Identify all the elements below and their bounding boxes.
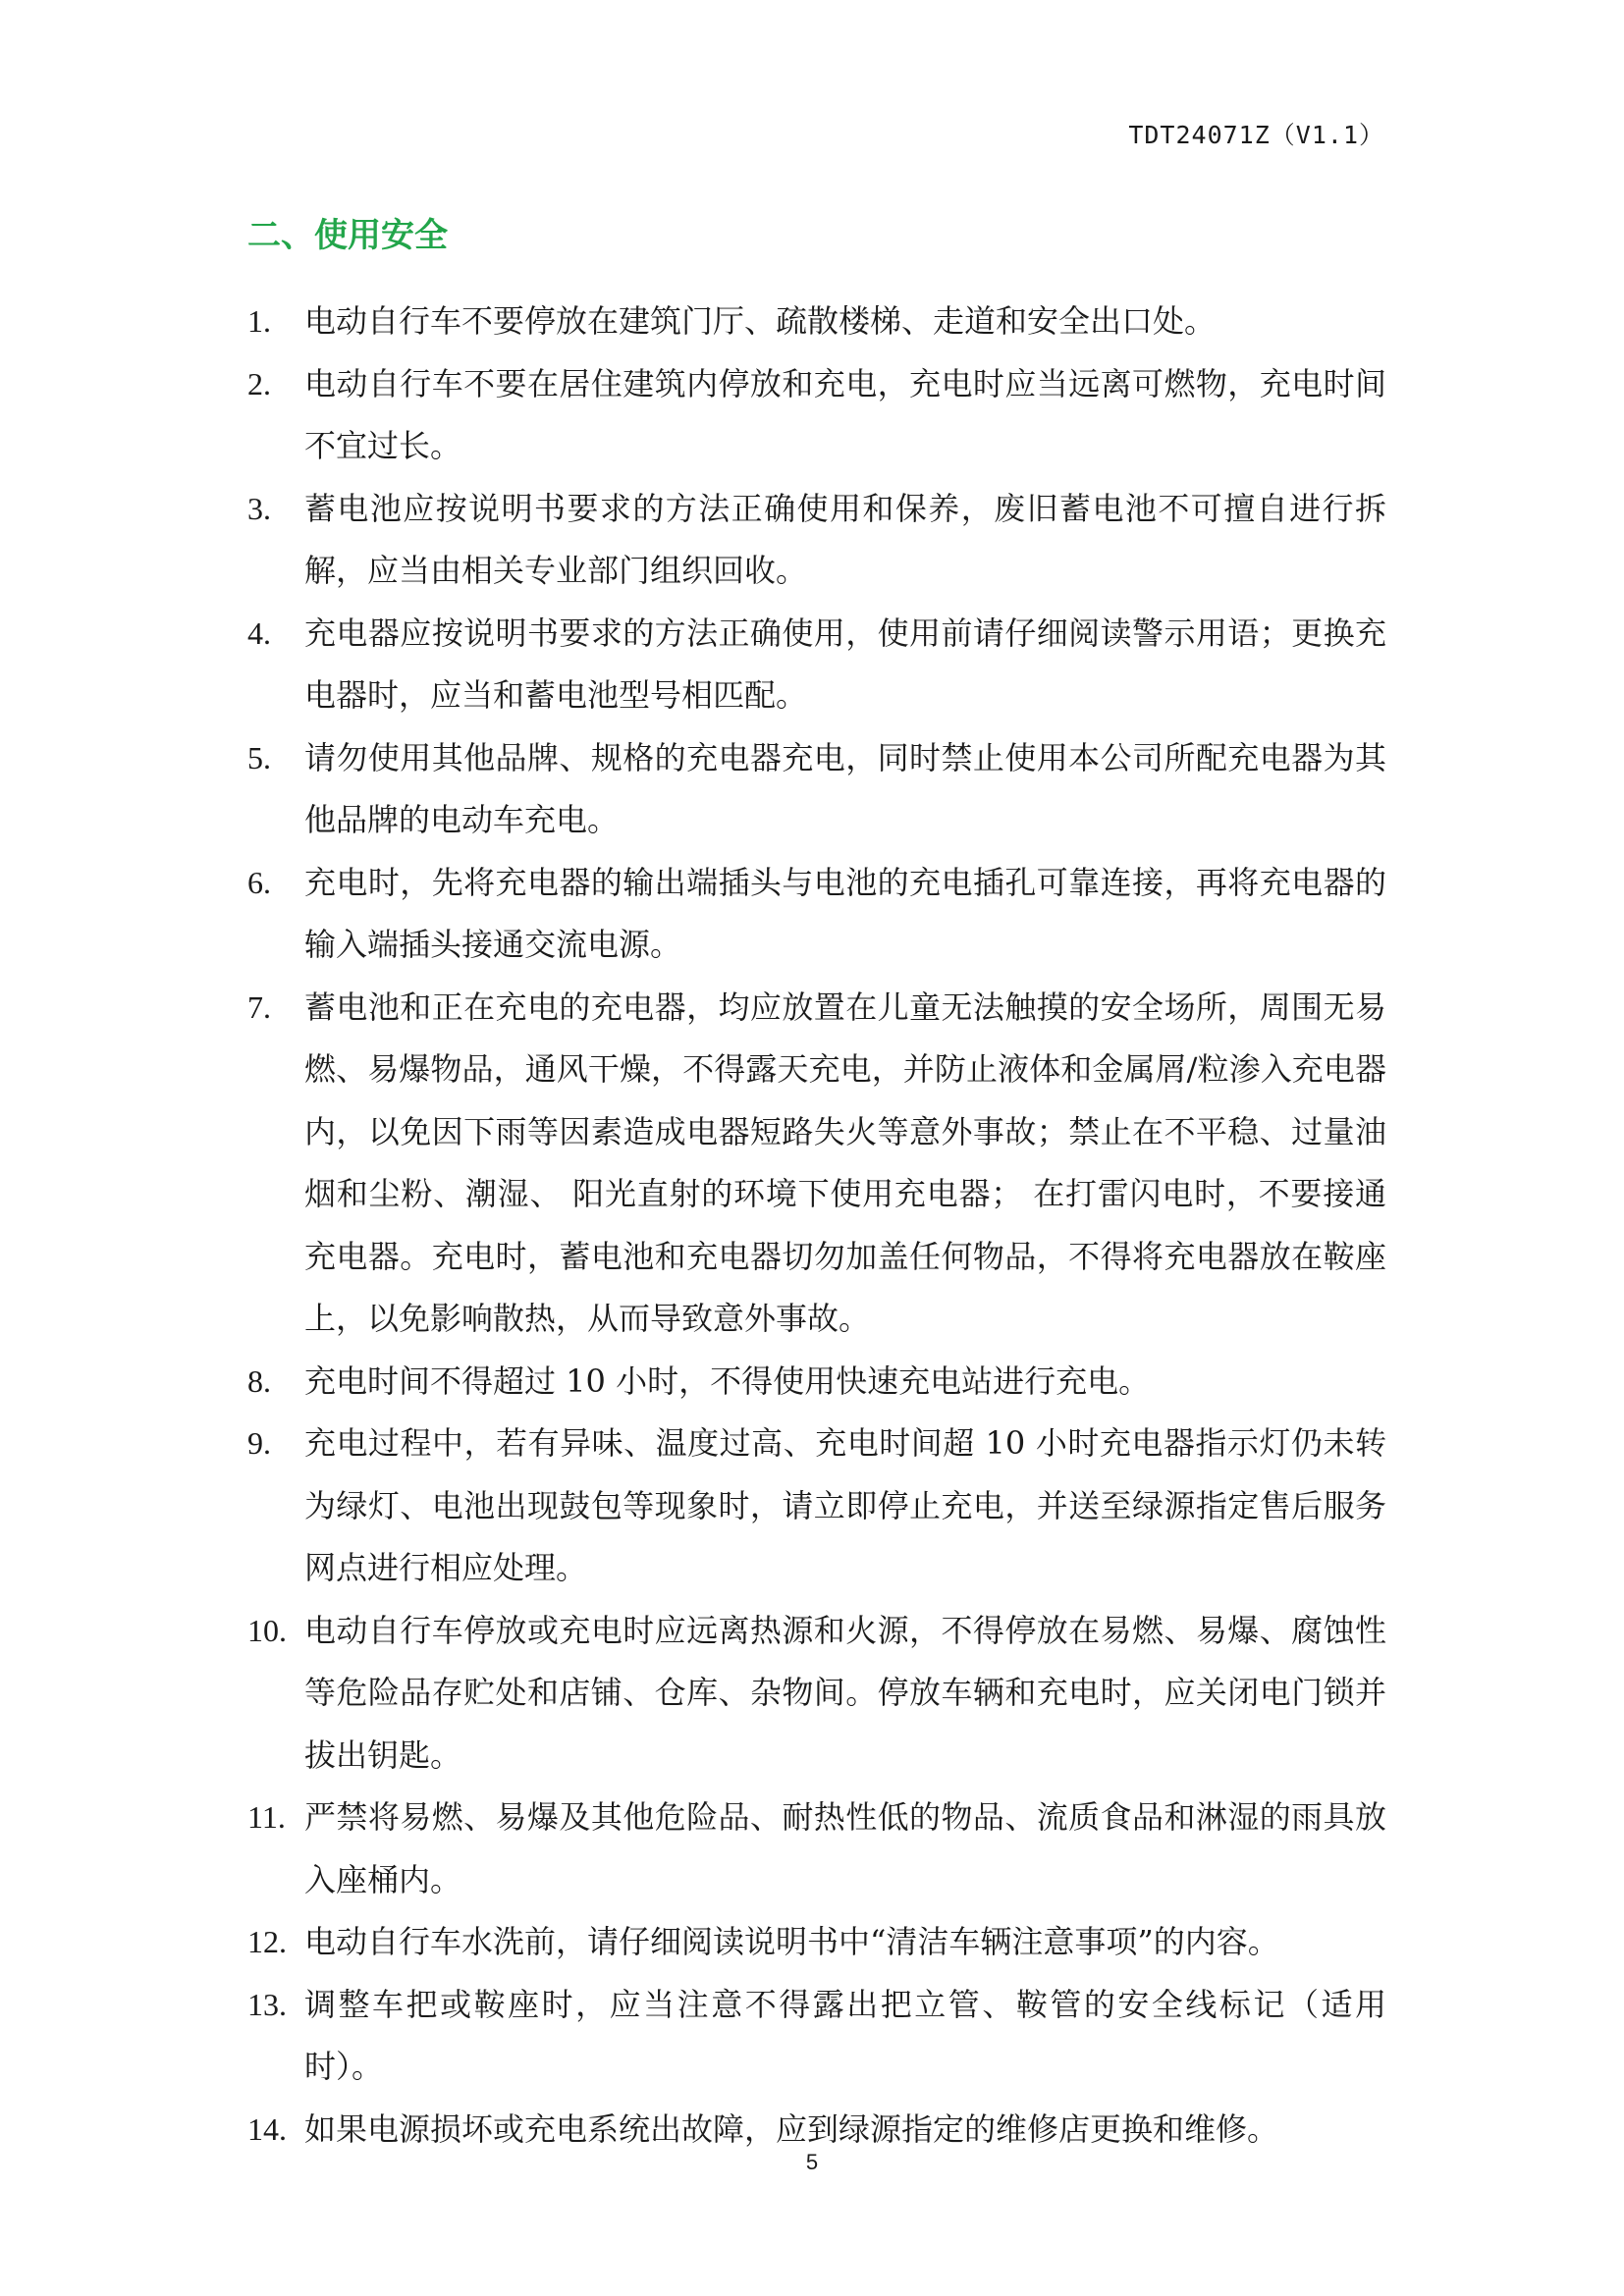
item-number: 14. bbox=[247, 2110, 287, 2147]
item-number: 3. bbox=[247, 490, 271, 526]
item-text: 蓄电池和正在充电的充电器，均应放置在儿童无法触摸的安全场所，周围无易燃、易爆物品，通风干燥，不得露天充电，并防止液体和金属屑/粒渗入充电器内，以免因下雨等因素造成电器短路失火等意外事故；禁止在不平稳、过量油烟和尘粉、潮湿、 阳光直射的环境下使用充电器； 在打雷闪电时，不要接通充电器。充电时，蓄电池和充电器切勿加盖任何物品，不得将充电器放在鞍座上，以免影响散热，从而导致意外事故。 bbox=[304, 988, 1386, 1337]
item-number: 4. bbox=[247, 614, 271, 651]
item-text: 电动自行车停放或充电时应远离热源和火源，不得停放在易燃、易爆、腐蚀性等危险品存贮处和店铺、仓库、杂物间。停放车辆和充电时，应关闭电门锁并拔出钥匙。 bbox=[304, 1611, 1386, 1774]
item-text: 充电器应按说明书要求的方法正确使用，使用前请仔细阅读警示用语；更换充电器时，应当和蓄电池型号相匹配。 bbox=[304, 614, 1386, 714]
list-item bbox=[247, 1974, 1386, 2099]
item-text: 充电时，先将充电器的输出端插头与电池的充电插孔可靠连接，再将充电器的输入端插头接通交流电源。 bbox=[304, 863, 1386, 963]
list-item bbox=[247, 977, 1386, 1351]
list-item bbox=[247, 353, 1386, 478]
item-number: 10. bbox=[247, 1612, 287, 1648]
item-number: 9. bbox=[247, 1425, 271, 1461]
item-number: 12. bbox=[247, 1924, 287, 1959]
item-text: 调整车把或鞍座时，应当注意不得露出把立管、鞍管的安全线标记（适用时）。 bbox=[304, 1985, 1386, 2085]
item-number: 13. bbox=[247, 1986, 287, 2022]
list-item bbox=[247, 478, 1386, 603]
list-item bbox=[247, 1787, 1386, 1911]
item-number: 11. bbox=[247, 1799, 286, 1835]
list-item bbox=[247, 852, 1386, 977]
list-item bbox=[247, 1600, 1386, 1788]
list-item bbox=[247, 1413, 1386, 1600]
safety-list bbox=[247, 291, 1386, 2161]
item-number: 6. bbox=[247, 864, 271, 900]
document-code: TDT24071Z（V1.1） bbox=[1128, 121, 1384, 149]
page-number: 5 bbox=[805, 2150, 819, 2174]
item-text: 电动自行车水洗前，请仔细阅读说明书中“清洁车辆注意事项”的内容。 bbox=[304, 1923, 1279, 1960]
item-number: 7. bbox=[247, 988, 271, 1025]
item-text: 充电时间不得超过 10 小时，不得使用快速充电站进行充电。 bbox=[304, 1362, 1151, 1400]
item-number: 1. bbox=[247, 303, 271, 339]
item-number: 8. bbox=[247, 1362, 271, 1399]
list-item bbox=[247, 1351, 1386, 1414]
list-item bbox=[247, 727, 1386, 852]
item-text: 电动自行车不要在居住建筑内停放和充电，充电时应当远离可燃物，充电时间不宜过长。 bbox=[304, 364, 1386, 464]
item-number: 2. bbox=[247, 365, 271, 401]
list-item bbox=[247, 603, 1386, 727]
item-text: 请勿使用其他品牌、规格的充电器充电，同时禁止使用本公司所配充电器为其他品牌的电动车充电。 bbox=[304, 738, 1386, 838]
section-title: 二、使用安全 bbox=[247, 216, 448, 255]
item-number: 5. bbox=[247, 739, 271, 775]
list-item bbox=[247, 1911, 1386, 1974]
item-text: 严禁将易燃、易爆及其他危险品、耐热性低的物品、流质食品和淋湿的雨具放入座桶内。 bbox=[304, 1798, 1386, 1898]
item-text: 充电过程中，若有异味、温度过高、充电时间超 10 小时充电器指示灯仍未转为绿灯、电池出现鼓包等现象时，请立即停止充电，并送至绿源指定售后服务网点进行相应处理。 bbox=[304, 1424, 1386, 1586]
item-text: 如果电源损坏或充电系统出故障，应到绿源指定的维修店更换和维修。 bbox=[304, 2109, 1279, 2148]
item-text: 电动自行车不要停放在建筑门厅、疏散楼梯、走道和安全出口处。 bbox=[304, 302, 1217, 340]
list-item bbox=[247, 291, 1386, 353]
item-text: 蓄电池应按说明书要求的方法正确使用和保养，废旧蓄电池不可擅自进行拆解，应当由相关专业部门组织回收。 bbox=[304, 489, 1386, 589]
